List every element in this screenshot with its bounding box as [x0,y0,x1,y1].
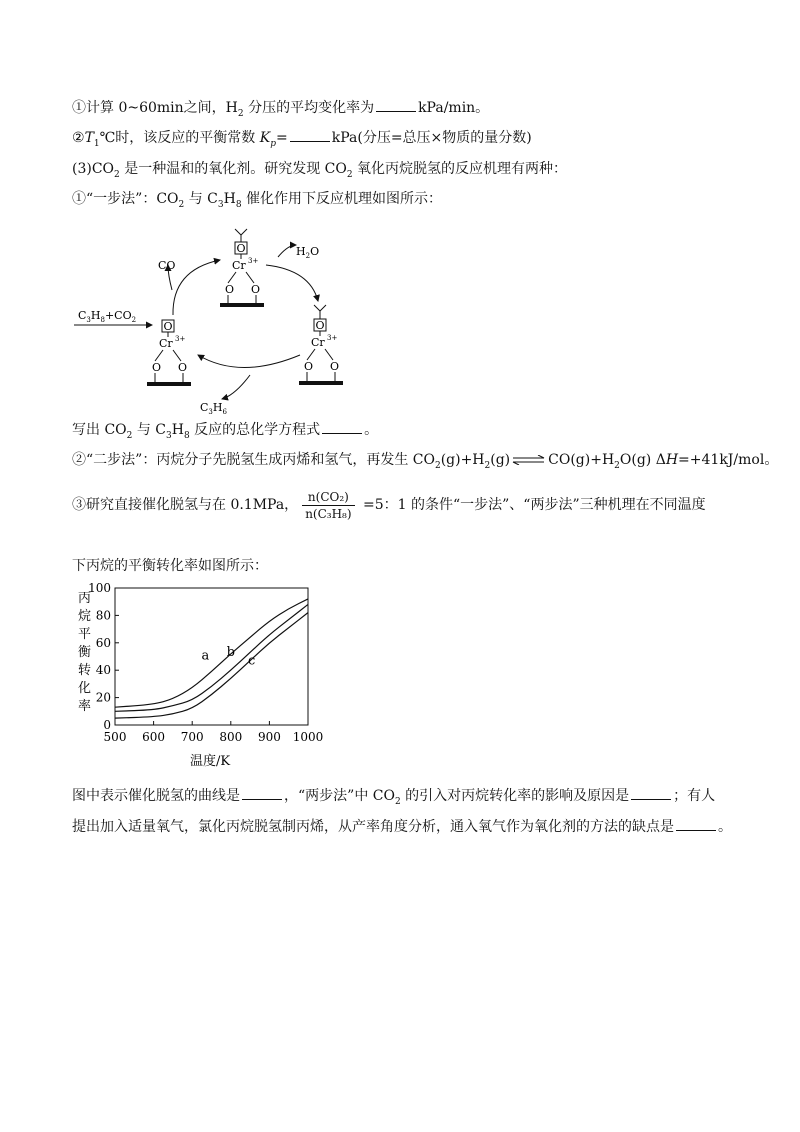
question-line-7: ③研究直接催化脱氢与在 0.1MPa， $\frac{\text{n(CO₂)}}{\text{n(C₃H₈)}}$ =5：1 的条件“一步法”、“两步法”三种机理在不同温度 [72,489,706,521]
y-tick-label: 80 [95,608,111,623]
h2o-release-arrow [278,245,296,257]
x-tick-label: 700 [180,730,204,744]
question-line-4: ①“一步法”：$CO_2$ 与 $C_3H_8$ 催化作用下反应机理如图所示： [72,191,443,210]
svg-text:O: O [163,320,173,333]
x-tick-label: 600 [142,730,166,744]
x-tick-label: 800 [219,730,243,744]
question-line-9: 图中表示催化脱氢的曲线是 ，“两步法”中 $CO_2$ 的引入对丙烷转化率的影响及原因是 ；有人 [72,788,716,807]
answer-blank[interactable] [631,787,671,800]
question-line-6: ②“二步法”：丙烷分子先脱氢生成丙烯和氢气，再发生 $CO_2(g)+H_2(g)$ $CO(g)+H_2O(g)$ ΔH=+41kJ/mol。 [72,452,779,471]
ratio-fraction: $\frac{\text{n(CO₂)}}{\text{n(C₃H₈)}}$ [302,489,354,522]
reactant-label: $C_3H_8+CO_2$ [78,309,137,324]
series-label-c: c [247,653,256,669]
question-line-1: ①计算 0~60min之间，$H_2$ 分压的平均变化率为 kPa/min。 [72,100,490,119]
series-label-b: b [226,645,235,661]
y-axis-label [78,591,91,714]
svg-text:3+: 3+ [248,257,259,265]
y-axis-label-char: 衡 [78,645,92,660]
y-axis-label-char: 丙 [78,591,92,606]
svg-text:O: O [330,360,340,373]
svg-text:3+: 3+ [175,335,186,343]
co-label: CO [158,259,176,272]
answer-blank[interactable] [676,818,716,831]
y-axis-label-char: 平 [78,627,92,642]
right-catalyst-structure [299,305,343,385]
question-line-2: $②T_1℃$时，该反应的平衡常数 $K_p= kPa$(分压=总压×物质的量分数) [72,130,532,149]
mechanism-arrows [74,245,318,399]
y-axis-label-char: 化 [78,681,92,696]
y-axis-label-char: 转 [78,663,92,678]
svg-text:3+: 3+ [327,334,338,342]
y-tick-label: 60 [95,635,111,650]
svg-text:Cr: Cr [159,337,173,350]
svg-text:Cr: Cr [232,259,246,272]
h2o-label: $H_2O$ [296,245,320,260]
series-line-c [115,613,308,718]
x-tick-label: 500 [103,730,127,744]
svg-text:O: O [236,242,246,255]
mechanism-diagram [60,215,380,415]
conversion-chart [70,580,350,780]
answer-blank[interactable] [376,99,416,112]
left-catalyst-structure [147,320,191,386]
y-tick-label: 100 [88,581,111,595]
y-axis-label-char: 烷 [78,609,92,624]
equilibrium-arrow-icon [512,455,546,465]
species-labels [78,245,319,415]
answer-blank[interactable] [290,129,330,142]
svg-text:O: O [225,283,235,296]
x-axis-label: 温度/K [189,754,231,769]
cycle-arrow-left-top [173,260,220,315]
y-tick-label: 20 [95,690,111,705]
question-line-5: 写出 $CO_2$ 与 $C_3H_8$ 反应的总化学方程式 。 [72,422,379,441]
series-label-a: a [201,648,210,664]
question-line-8: 下丙烷的平衡转化率如图所示： [72,558,268,574]
c3h6-release-arrow [222,375,250,399]
c3h6-label: $C_3H_6$ [200,401,227,415]
question-line-3: $(3)CO_2$ 是一种温和的氧化剂。研究发现 $CO_2$ 氧化丙烷脱氢的反应机理有两种： [72,161,568,180]
x-tick-label: 1000 [292,730,324,744]
cycle-arrow-top-right [266,265,318,301]
cycle-arrow-right-left [198,355,300,368]
answer-blank[interactable] [322,421,362,434]
svg-text:Cr: Cr [311,336,325,349]
svg-text:O: O [304,360,314,373]
question-line-10: 提出加入适量氧气，氯化丙烷脱氢制丙烯，从产率角度分析，通入氧气作为氧化剂的方法的缺点是 。 [72,819,732,835]
y-tick-label: 0 [103,718,111,732]
svg-text:O: O [315,319,325,332]
svg-text:O: O [178,361,188,374]
y-axis-label-char: 率 [78,699,92,714]
y-tick-label: 40 [95,663,111,678]
answer-blank[interactable] [242,787,282,800]
top-catalyst-structure [220,229,264,307]
x-tick-label: 900 [257,730,281,744]
svg-text:O: O [152,361,162,374]
svg-text:O: O [251,283,261,296]
series-line-a [115,599,308,707]
